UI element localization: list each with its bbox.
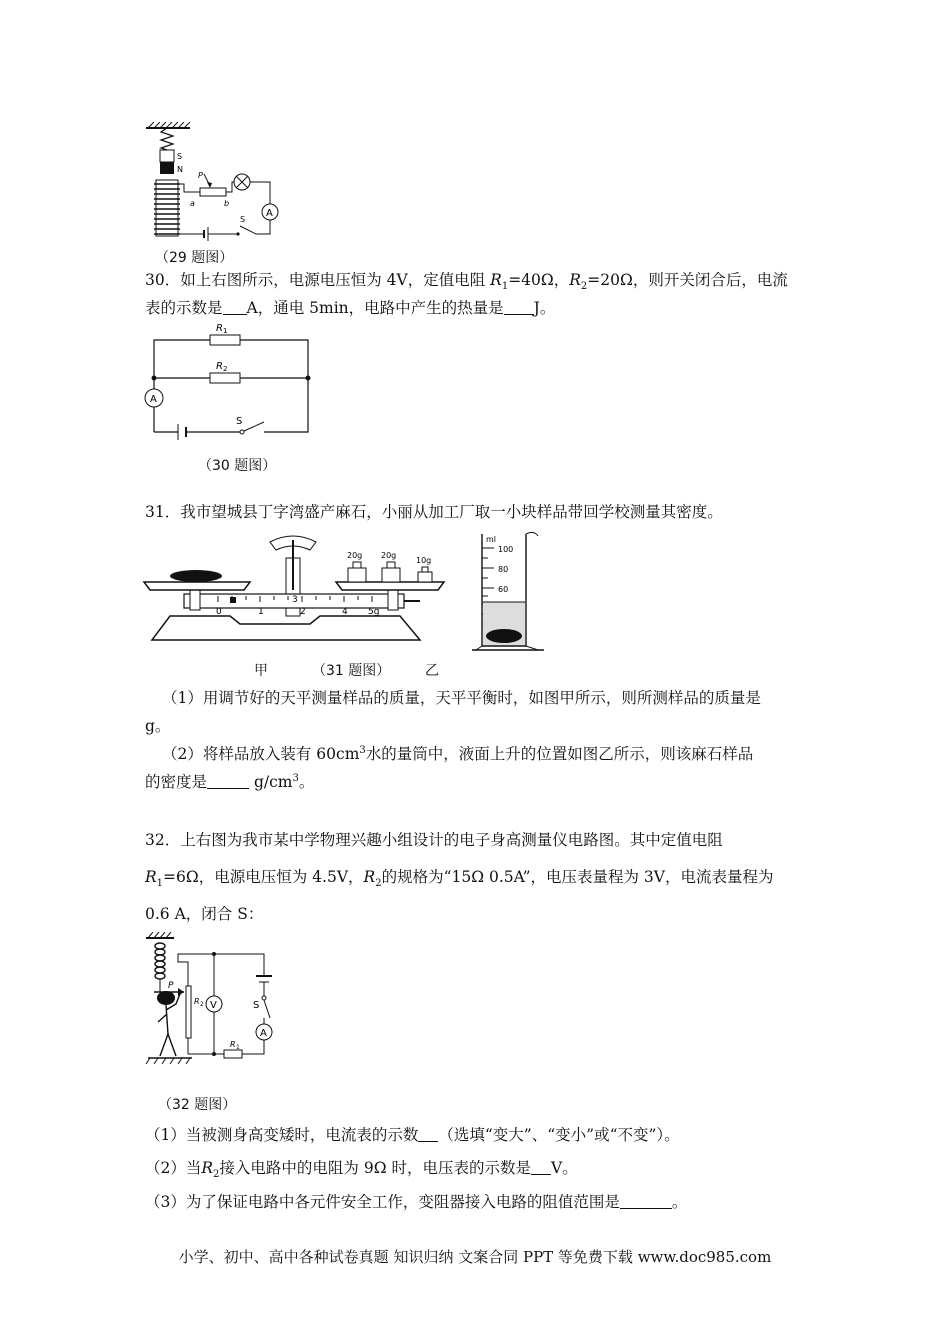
end-a-label: a <box>190 199 195 208</box>
page-footer: 小学、初中、高中各种试卷真题 知识归纳 文案合同 PPT 等免费下载 www.doc985.com <box>178 1248 772 1266</box>
q30-line2: 表的示数是 A，通电 5min，电路中产生的热量是 J。 <box>145 299 556 317</box>
r1-label: R <box>216 323 223 334</box>
scale-tick: 3 <box>292 595 298 605</box>
figure-30-circuit <box>140 320 320 440</box>
cylinder-mark: 100 <box>498 545 514 554</box>
r1-label: R <box>230 1040 236 1049</box>
q31-part1-line2: g。 <box>145 717 171 735</box>
figure-31-balance <box>140 528 450 650</box>
q30-line1: 30．如上右图所示，电源电压恒为 4V，定值电阻 $R_1=40\Omega$，$R_2=20\Omega$，则开关闭合后，电流 <box>145 271 788 293</box>
answer-blank-range <box>620 1194 672 1209</box>
figure-29-circuit <box>140 122 300 244</box>
cylinder-mark: 60 <box>498 585 509 594</box>
q32-line1: 32．上右图为我市某中学物理兴趣小组设计的电子身高测量仪电路图。其中定值电阻 <box>145 831 723 849</box>
figure-32-circuit <box>140 932 280 1066</box>
answer-blank-ammeter <box>418 1127 438 1142</box>
label-jia: 甲 <box>254 663 268 679</box>
figure-31-caption: （31 题图） <box>312 663 391 679</box>
cylinder-mark: 80 <box>498 565 509 574</box>
figure-31-cylinder <box>468 528 548 652</box>
end-b-label: b <box>224 199 230 208</box>
answer-blank-heat <box>504 300 534 315</box>
ammeter-label: A <box>266 208 273 219</box>
ammeter-label: A <box>150 394 157 405</box>
slider-p-label: P <box>168 981 174 991</box>
n-pole-label: N <box>177 165 183 174</box>
q32-sub3: （3）为了保证电路中各元件安全工作，变阻器接入电路的阻值范围是 。 <box>145 1193 688 1211</box>
voltmeter-label: V <box>210 1000 217 1011</box>
label-yi: 乙 <box>425 663 439 679</box>
q32-sub2: （2）当$R_2$接入电路中的电阻为 9Ω 时，电压表的示数是 V。 <box>145 1159 578 1181</box>
svg-text:2: 2 <box>223 365 228 373</box>
scale-tick: 2 <box>300 607 306 617</box>
ammeter-label: A <box>260 1028 267 1039</box>
weight-label: 20g <box>381 551 397 560</box>
figure-32-caption: （32 题图） <box>158 1097 237 1113</box>
svg-text:2: 2 <box>200 1001 204 1008</box>
scale-tick: 0 <box>216 607 222 617</box>
r2-label: R <box>194 997 200 1006</box>
cylinder-unit: ml <box>486 535 497 544</box>
slider-p-label: P <box>198 171 203 180</box>
q32-line3: 0.6 A，闭合 S： <box>145 905 264 923</box>
weight-label: 10g <box>416 556 432 565</box>
q31-intro: 31．我市望城县丁字湾盛产麻石，小丽从加工厂取一小块样品带回学校测量其密度。 <box>145 503 723 521</box>
svg-text:1: 1 <box>223 327 228 335</box>
scale-tick: 1 <box>258 607 264 617</box>
answer-blank-density <box>207 774 249 789</box>
switch-label: S <box>236 416 243 427</box>
answer-blank-current <box>223 300 247 315</box>
figure-29-caption: （29 题图） <box>155 250 234 266</box>
scale-tick: 5g <box>368 607 380 617</box>
switch-label: S <box>253 1000 260 1011</box>
weight-label: 20g <box>347 551 363 560</box>
q32-line2: $R_1=6\Omega$，电源电压恒为 4.5V，$R_2$的规格为“15Ω 0.5A”，电压表量程为 3V，电流表量程为 <box>145 868 774 890</box>
scale-tick: 4 <box>342 607 348 617</box>
switch-label: S <box>240 215 246 224</box>
answer-blank-voltage <box>531 1160 551 1175</box>
r2-label: R <box>216 361 223 372</box>
q31-part2-line1: （2）将样品放入装有 $60cm^3$水的量筒中，液面上升的位置如图乙所示，则该麻石样品 <box>162 744 754 763</box>
q32-sub1: （1）当被测身高变矮时，电流表的示数 （选填“变大”、“变小”或“不变”）。 <box>145 1126 680 1144</box>
svg-text:1: 1 <box>236 1044 240 1051</box>
s-pole-label: S <box>177 152 183 161</box>
figure-30-caption: （30 题图） <box>198 458 277 474</box>
q31-part1-line1: （1）用调节好的天平测量样品的质量，天平平衡时，如图甲所示，则所测样品的质量是 <box>162 689 761 707</box>
q31-part2-line2: 的密度是 $g/cm^3$。 <box>145 772 315 791</box>
